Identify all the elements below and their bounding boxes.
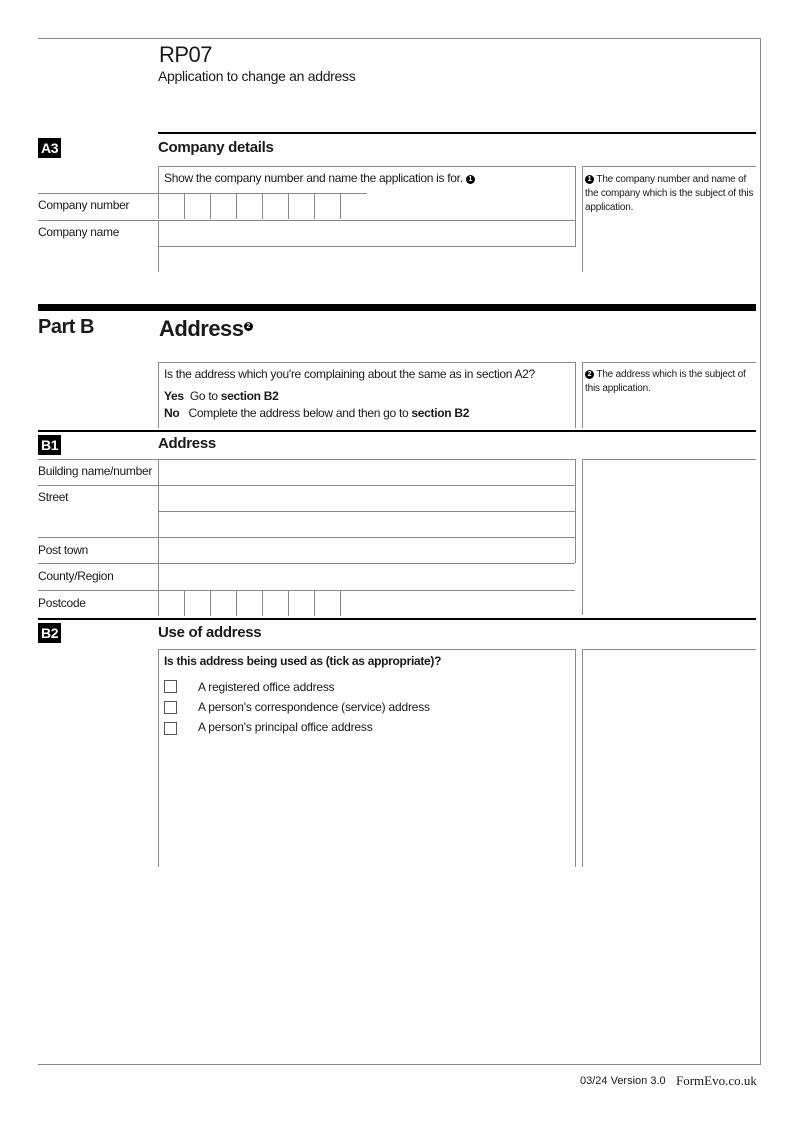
- b1-side-top: [582, 459, 756, 460]
- part-b-panel-right: [575, 362, 576, 428]
- part-b-note-top: [582, 362, 756, 363]
- company-name-input-line-2[interactable]: [158, 246, 575, 272]
- footer-brand: FormEvo.co.uk: [676, 1073, 757, 1088]
- company-number-row-line: [38, 193, 158, 194]
- part-b-note-text: The address which is the subject of this application.: [585, 369, 746, 394]
- option-principal-office[interactable]: [164, 718, 564, 738]
- company-number-digit-box[interactable]: [210, 193, 237, 219]
- postcode-char-box[interactable]: [262, 590, 289, 616]
- county-label: County/Region: [38, 569, 114, 583]
- no-text: Complete the address below and then go to: [188, 406, 409, 420]
- street-input-line-2[interactable]: [158, 511, 575, 538]
- street-label: Street: [38, 490, 69, 504]
- company-number-digit-box[interactable]: [158, 193, 185, 219]
- postcode-char-box[interactable]: [314, 590, 341, 616]
- note-2-icon: 2: [585, 370, 594, 379]
- company-number-digit-box[interactable]: [236, 193, 263, 219]
- a3-note-text: The company number and name of the company which is the subject of this application.: [585, 174, 754, 213]
- registered-office-label: A registered office address: [198, 680, 335, 694]
- postcode-char-box[interactable]: [288, 590, 315, 616]
- section-b2-rule: [38, 618, 756, 620]
- note-2-marker-icon: 2: [244, 322, 253, 331]
- no-target: section B2: [411, 406, 470, 420]
- section-b2-title: Use of address: [158, 624, 262, 641]
- section-b1-rule: [38, 430, 756, 432]
- building-label: Building name/number: [38, 464, 153, 478]
- post-town-label: Post town: [38, 543, 88, 557]
- bottom-border: [38, 1064, 761, 1065]
- yes-text: Go to: [189, 389, 218, 403]
- a3-instruction-text: Show the company number and name the application is for.: [164, 171, 463, 185]
- postcode-char-box[interactable]: [340, 590, 367, 616]
- company-name-input[interactable]: [158, 220, 575, 247]
- street-input[interactable]: [158, 485, 575, 512]
- b1-fields-right: [575, 459, 576, 563]
- principal-office-checkbox[interactable]: [164, 722, 177, 735]
- company-number-digit-box[interactable]: [340, 193, 367, 219]
- section-a3-tag: A3: [38, 138, 61, 158]
- company-number-digit-box[interactable]: [288, 193, 315, 219]
- part-b-rule: [38, 304, 756, 311]
- footer-version: 03/24 Version 3.0: [580, 1075, 666, 1087]
- b2-side-left: [582, 649, 583, 867]
- part-b-note-left: [582, 362, 583, 428]
- a3-note-left: [582, 166, 583, 272]
- company-number-label: Company number: [38, 198, 130, 212]
- part-b-note: [585, 368, 755, 396]
- option-correspondence-address[interactable]: [164, 698, 564, 718]
- yes-target: section B2: [220, 389, 279, 403]
- post-town-input[interactable]: [158, 537, 575, 564]
- b2-question: Is this address being used as (tick as appropriate)?: [164, 654, 442, 668]
- form-code: RP07: [159, 42, 213, 67]
- correspondence-address-checkbox[interactable]: [164, 701, 177, 714]
- section-b2-tag: B2: [38, 623, 61, 643]
- section-b1-title: Address: [158, 435, 216, 452]
- part-b-panel-top: [158, 362, 575, 363]
- b2-side-top: [582, 649, 756, 650]
- no-label: No: [164, 406, 180, 420]
- part-b-label: Part B: [38, 316, 94, 338]
- b1-side-left: [582, 459, 583, 615]
- a3-instruction: [164, 171, 475, 185]
- a3-panel-top: [158, 166, 575, 167]
- b2-panel-right: [575, 649, 576, 867]
- part-b-yes-line: [164, 389, 278, 403]
- section-b1-tag: B1: [38, 435, 61, 455]
- option-registered-office[interactable]: [164, 678, 564, 698]
- correspondence-address-label: A person's correspondence (service) address: [198, 700, 430, 714]
- postcode-char-box[interactable]: [210, 590, 237, 616]
- part-b-title-text: Address: [159, 316, 244, 341]
- note-1-marker-icon: 1: [466, 175, 475, 184]
- postcode-label: Postcode: [38, 596, 86, 610]
- right-border: [760, 38, 761, 1064]
- postcode-char-box[interactable]: [236, 590, 263, 616]
- yes-label: Yes: [164, 389, 184, 403]
- b2-panel-top: [158, 649, 575, 650]
- company-number-input[interactable]: [158, 193, 367, 220]
- form-title: Application to change an address: [158, 68, 356, 84]
- part-b-title: [159, 316, 253, 342]
- county-input[interactable]: [158, 563, 575, 590]
- company-number-digit-box[interactable]: [314, 193, 341, 219]
- principal-office-label: A person's principal office address: [198, 720, 373, 734]
- part-b-question: Is the address which you're complaining about the same as in section A2?: [164, 367, 535, 381]
- postcode-input[interactable]: [158, 590, 367, 617]
- company-number-digit-box[interactable]: [262, 193, 289, 219]
- top-border: [38, 38, 761, 39]
- section-a3-title: Company details: [158, 139, 274, 156]
- registered-office-checkbox[interactable]: [164, 680, 177, 693]
- building-input[interactable]: [158, 459, 575, 486]
- a3-note-top: [582, 166, 756, 167]
- b2-panel-left: [158, 649, 159, 867]
- section-a3-rule: [158, 132, 756, 134]
- a3-note: [585, 173, 755, 215]
- part-b-no-line: [164, 406, 469, 420]
- note-1-icon: 1: [585, 175, 594, 184]
- a3-panel-left: [158, 166, 159, 193]
- part-b-panel-left: [158, 362, 159, 428]
- company-name-label: Company name: [38, 225, 120, 239]
- company-number-digit-box[interactable]: [184, 193, 211, 219]
- postcode-char-box[interactable]: [184, 590, 211, 616]
- a3-panel-right: [575, 166, 576, 247]
- postcode-char-box[interactable]: [158, 590, 185, 616]
